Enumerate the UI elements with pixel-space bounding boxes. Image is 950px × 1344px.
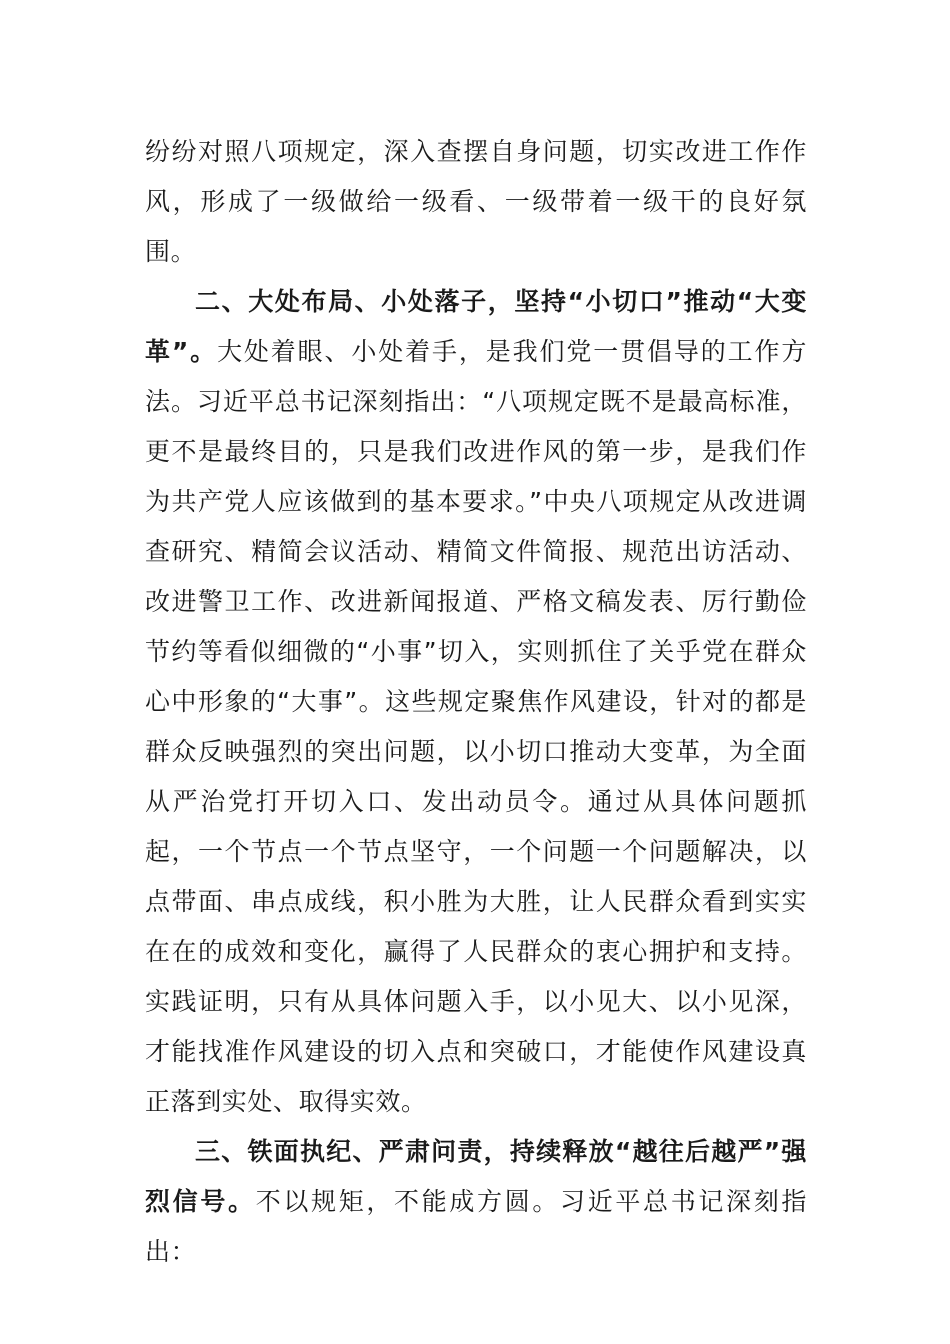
section-heading-three: 三、铁面执纪、严肃问责，持续释放“越往后越严”强烈信号。	[145, 1137, 807, 1216]
document-page	[145, 127, 807, 1277]
paragraph-section-three	[145, 1127, 807, 1277]
paragraph-body: 不以规矩，不能成方圆。习近平总书记深刻指出：	[145, 1187, 807, 1266]
paragraph-section-two	[145, 277, 807, 1127]
section-heading-two: 二、大处布局、小处落子，坚持“小切口”推动“大变革”。	[145, 287, 807, 366]
paragraph-body: 大处着眼、小处着手，是我们党一贯倡导的工作方法。习近平总书记深刻指出：“八项规定既不是最高标准，更不是最终目的，只是我们改进作风的第一步，是我们作为共产党人应该做到的基本要求。”中央八项规定从改进调查研究、精简会议活动、精简文件简报、规范出访活动、改进警卫工作、改进新闻报道、严格文稿发表、厉行勤俭节约等看似细微的“小事”切入，实则抓住了关乎党在群众心中形象的“大事”。这些规定聚焦作风建设，针对的都是群众反映强烈的突出问题，以小切口推动大变革，为全面从严治党打开切入口、发出动员令。通过从具体问题抓起，一个节点一个节点坚守，一个问题一个问题解决，以点带面、串点成线，积小胜为大胜，让人民群众看到实实在在的成效和变化，赢得了人民群众的衷心拥护和支持。实践证明，只有从具体问题入手，以小见大、以小见深，才能找准作风建设的切入点和突破口，才能使作风建设真正落到实处、取得实效。	[145, 337, 808, 1116]
paragraph-continuation	[145, 127, 807, 277]
paragraph-body: 纷纷对照八项规定，深入查摆自身问题，切实改进工作作风，形成了一级做给一级看、一级带着一级干的良好氛围。	[145, 137, 807, 266]
